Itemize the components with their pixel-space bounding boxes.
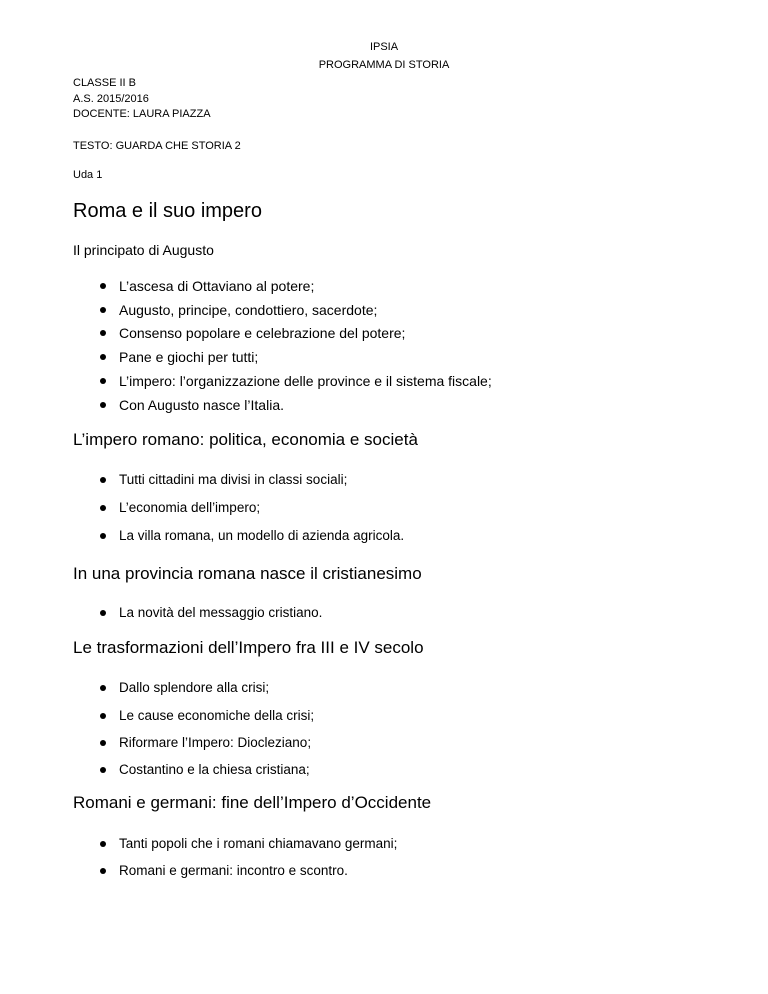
bullet-icon: [100, 307, 106, 313]
bullet-icon: [100, 330, 106, 336]
section-heading: Le trasformazioni dell’Impero fra III e IV secolo: [73, 638, 424, 657]
main-title: Roma e il suo impero: [73, 200, 262, 222]
bullet-icon: [100, 868, 106, 874]
bullet-icon: [100, 841, 106, 847]
bullet-icon: [100, 685, 106, 691]
bullet-icon: [100, 378, 106, 384]
bullet-icon: [100, 610, 106, 616]
textbook-label: TESTO: GUARDA CHE STORIA 2: [73, 140, 241, 152]
section-subtitle: Il principato di Augusto: [73, 242, 214, 258]
teacher-name: DOCENTE: LAURA PIAZZA: [73, 108, 211, 120]
bullet-icon: [100, 533, 106, 539]
school-name: IPSIA: [369, 41, 399, 53]
bullet-icon: [100, 354, 106, 360]
bullet-icon: [100, 477, 106, 483]
bullet-icon: [100, 713, 106, 719]
bullet-icon: [100, 767, 106, 773]
section-heading: L’impero romano: politica, economia e società: [73, 430, 418, 449]
document-title: PROGRAMMA DI STORIA: [318, 59, 450, 71]
document-page: IPSIA PROGRAMMA DI STORIA CLASSE II B A.S. 2015/2016 DOCENTE: LAURA PIAZZA TESTO: GUARDA CHE STORIA 2 Uda 1 Roma e il suo impero Il principato di Augusto L’ascesa di Ottaviano al potere; Augusto, principe, condottiero, sacerdote; Consenso popolare e celebrazione del potere; Pane e giochi per tutti; L’impero: l’organizzazione delle province e il sistema fiscale; Con Augusto nasce l’Italia. L’impero romano: politica, economia e società Tutti cittadini ma divisi in classi sociali; L’economia dell’impero; La villa romana, un modello di azienda agricola. In una provincia romana nasce il cristianesimo La novità del messaggio cristiano. Le trasformazioni dell’Impero fra III e IV secolo Dallo splendore alla crisi; Le cause economiche della crisi; Riformare l’Impero: Diocleziano; Costantino e la chiesa cristiana; Romani e germani: fine dell’Impero d’Occidente Tanti popoli che i romani chiamavano germani; Romani e germani: incontro e scontro.: [0, 0, 768, 994]
section-heading: In una provincia romana nasce il cristianesimo: [73, 564, 422, 583]
bullet-icon: [100, 740, 106, 746]
section-heading: Romani e germani: fine dell’Impero d’Occidente: [73, 793, 432, 812]
bullet-icon: [100, 283, 106, 289]
school-year: A.S. 2015/2016: [73, 93, 149, 105]
class-label: CLASSE II B: [73, 77, 136, 89]
bullet-icon: [100, 402, 106, 408]
bullet-icon: [100, 505, 106, 511]
uda-label: Uda 1: [73, 169, 103, 181]
